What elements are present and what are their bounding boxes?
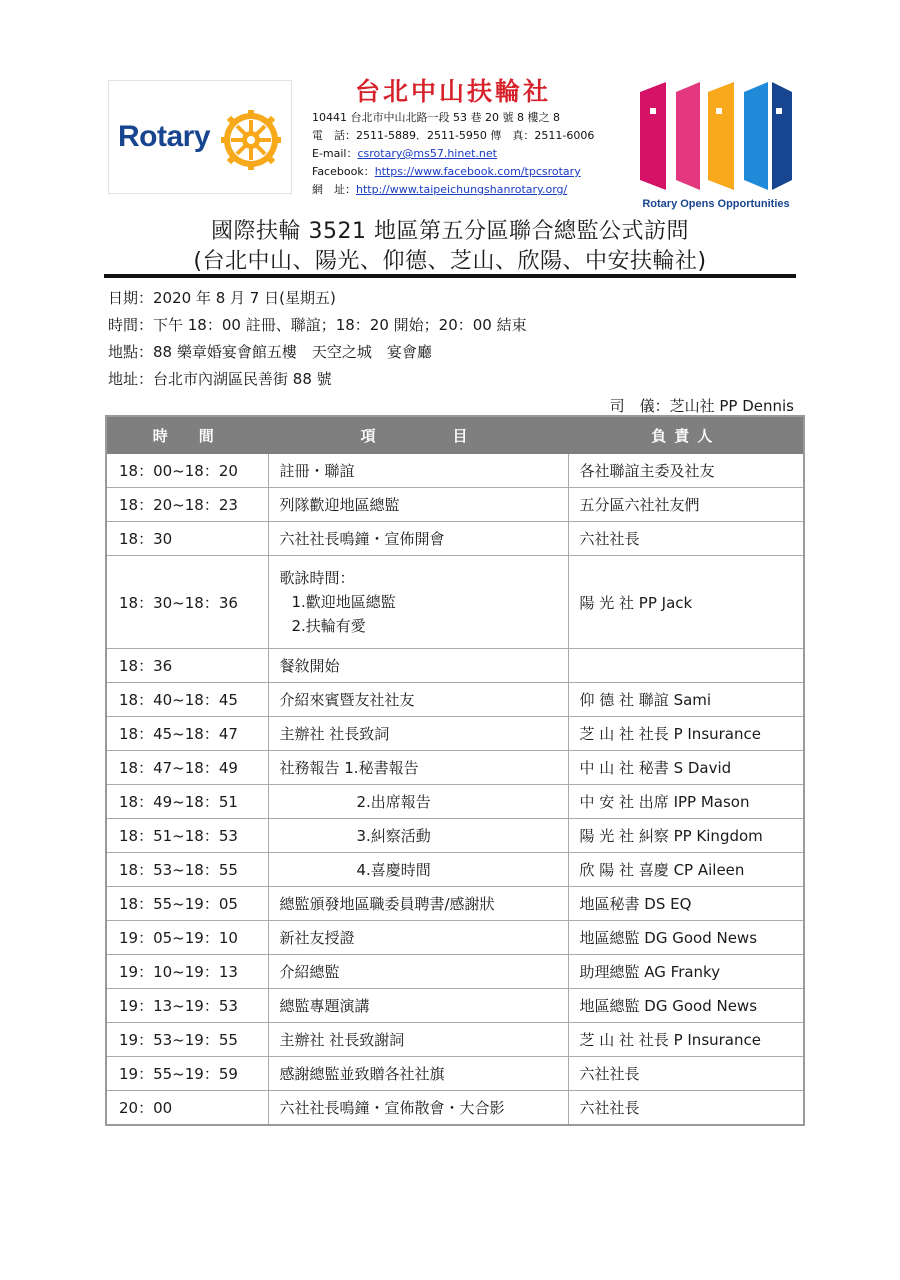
row-time: 19：05~19：10	[106, 921, 268, 955]
row-owner: 陽 光 社 PP Jack	[568, 556, 804, 649]
table-row	[106, 683, 804, 717]
table-row	[106, 853, 804, 887]
row-owner: 五分區六社社友們	[568, 488, 804, 522]
club-facebook-line	[312, 163, 594, 181]
event-title: 國際扶輪 3521 地區第五分區聯合總監公式訪問	[211, 219, 689, 244]
row-time: 18：45~18：47	[106, 717, 268, 751]
event-venue: 地點：88 樂章婚宴會館五樓 天空之城 宴會廳	[108, 343, 432, 361]
table-header-row	[106, 416, 804, 454]
row-item: 3.糾察活動	[268, 819, 568, 853]
row-owner: 欣 陽 社 喜慶 CP Aileen	[568, 853, 804, 887]
row-item: 2.出席報告	[268, 785, 568, 819]
website-link[interactable]: http://www.taipeichungshanrotary.org/	[356, 183, 568, 196]
event-time: 時間：下午 18：00 註冊、聯誼；18：20 開始；20：00 結束	[108, 316, 527, 334]
table-row	[106, 785, 804, 819]
table-row	[106, 454, 804, 488]
row-owner: 地區秘書 DS EQ	[568, 887, 804, 921]
header-time: 時 間	[106, 416, 268, 454]
row-time: 18：00~18：20	[106, 454, 268, 488]
table-row	[106, 989, 804, 1023]
header-owner: 負責人	[568, 416, 804, 454]
row-owner: 芝 山 社 社長 P Insurance	[568, 1023, 804, 1057]
row-item-sub: 1.歡迎地區總監	[291, 593, 396, 611]
row-owner: 六社社長	[568, 1057, 804, 1091]
row-time: 19：53~19：55	[106, 1023, 268, 1057]
open-doors-icon	[636, 78, 796, 196]
table-row	[106, 1091, 804, 1126]
row-time: 18：40~18：45	[106, 683, 268, 717]
row-owner: 地區總監 DG Good News	[568, 921, 804, 955]
rotary-logo-text: Rotary	[118, 120, 211, 153]
table-row	[106, 751, 804, 785]
row-time: 18：47~18：49	[106, 751, 268, 785]
table-row	[106, 921, 804, 955]
table-row	[106, 717, 804, 751]
club-name: 台北中山扶輪社	[354, 77, 551, 106]
table-row	[106, 887, 804, 921]
row-time: 18：49~18：51	[106, 785, 268, 819]
club-email-line	[312, 145, 594, 163]
row-time: 18：55~19：05	[106, 887, 268, 921]
row-time: 18：30	[106, 522, 268, 556]
header-item: 項 目	[268, 416, 568, 454]
row-item-title: 歌詠時間：	[279, 569, 355, 587]
row-item: 主辦社 社長致謝詞	[268, 1023, 568, 1057]
email-label: E-mail：	[312, 147, 358, 160]
row-owner: 地區總監 DG Good News	[568, 989, 804, 1023]
row-owner: 中 山 社 秘書 S David	[568, 751, 804, 785]
row-owner: 芝 山 社 社長 P Insurance	[568, 717, 804, 751]
row-owner: 仰 德 社 聯誼 Sami	[568, 683, 804, 717]
title-divider	[104, 274, 796, 278]
schedule-table	[105, 415, 805, 1126]
table-row	[106, 522, 804, 556]
row-item: 總監專題演講	[268, 989, 568, 1023]
row-time: 18：51~18：53	[106, 819, 268, 853]
row-time: 18：53~18：55	[106, 853, 268, 887]
row-owner	[568, 649, 804, 683]
event-subtitle: (台北中山、陽光、仰德、芝山、欣陽、中安扶輪社)	[193, 249, 707, 274]
row-item: 註冊・聯誼	[268, 454, 568, 488]
row-item: 主辦社 社長致詞	[268, 717, 568, 751]
row-item: 社務報告 1.秘書報告	[268, 751, 568, 785]
row-item-sub: 2.扶輪有愛	[291, 617, 366, 635]
club-address: 10441 台北市中山北路一段 53 巷 20 號 8 樓之 8	[312, 111, 560, 124]
row-owner: 六社社長	[568, 1091, 804, 1126]
row-owner: 各社聯誼主委及社友	[568, 454, 804, 488]
row-item: 介紹來賓暨友社社友	[268, 683, 568, 717]
table-row	[106, 955, 804, 989]
website-label: 網 址：	[312, 183, 356, 196]
table-row	[106, 649, 804, 683]
emcee: 司 儀：芝山社 PP Dennis	[609, 397, 794, 415]
row-owner: 陽 光 社 糾察 PP Kingdom	[568, 819, 804, 853]
club-phone: 電 話：2511-5889．2511-5950 傳 真：2511-6006	[312, 129, 595, 142]
table-row	[106, 1023, 804, 1057]
facebook-link[interactable]: https://www.facebook.com/tpcsrotary	[374, 165, 581, 178]
row-time: 18：30~18：36	[106, 556, 268, 649]
row-item: 感謝總監並致贈各社社旗	[268, 1057, 568, 1091]
table-row	[106, 488, 804, 522]
row-time: 19：10~19：13	[106, 955, 268, 989]
theme-text: Rotary Opens Opportunities	[642, 198, 790, 210]
row-time: 20：00	[106, 1091, 268, 1126]
club-contact	[312, 109, 594, 199]
row-owner: 中 安 社 出席 IPP Mason	[568, 785, 804, 819]
rotary-wheel-icon	[219, 108, 283, 172]
row-time: 18：20~18：23	[106, 488, 268, 522]
row-time: 19：13~19：53	[106, 989, 268, 1023]
table-row	[106, 1057, 804, 1091]
facebook-label: Facebook：	[312, 165, 375, 178]
event-date: 日期：2020 年 8 月 7 日(星期五)	[108, 289, 336, 307]
table-row	[106, 819, 804, 853]
table-row	[106, 556, 804, 649]
club-website-line	[312, 181, 594, 199]
row-owner: 助理總監 AG Franky	[568, 955, 804, 989]
row-item: 介紹總監	[268, 955, 568, 989]
row-time: 19：55~19：59	[106, 1057, 268, 1091]
row-item: 餐敘開始	[268, 649, 568, 683]
row-item: 總監頒發地區職委員聘書/感謝狀	[268, 887, 568, 921]
event-address: 地址：台北市內湖區民善街 88 號	[108, 370, 332, 388]
row-item: 列隊歡迎地區總監	[268, 488, 568, 522]
row-owner: 六社社長	[568, 522, 804, 556]
row-item: 4.喜慶時間	[268, 853, 568, 887]
row-item: 新社友授證	[268, 921, 568, 955]
row-item	[268, 556, 568, 649]
row-item: 六社社長鳴鐘・宣佈散會・大合影	[268, 1091, 568, 1126]
row-time: 18：36	[106, 649, 268, 683]
row-item: 六社社長鳴鐘・宣佈開會	[268, 522, 568, 556]
email-link[interactable]: csrotary@ms57.hinet.net	[357, 147, 497, 160]
